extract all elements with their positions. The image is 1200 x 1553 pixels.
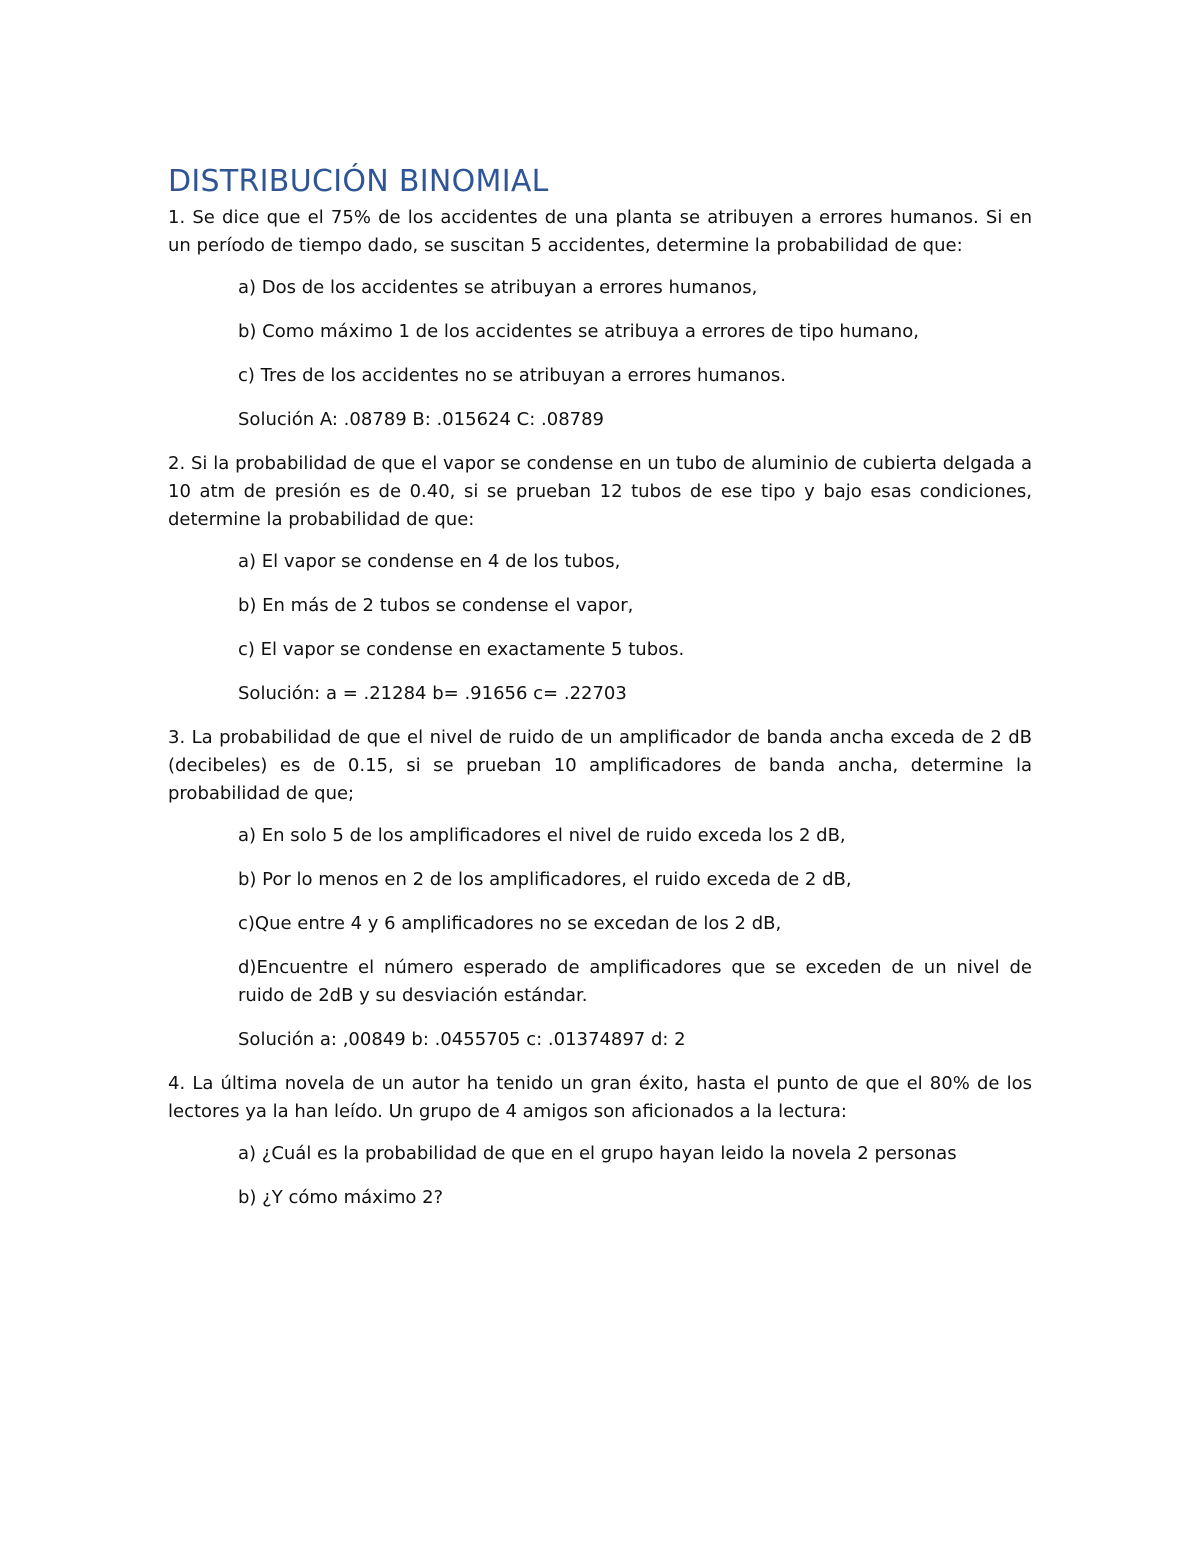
solution-text: Solución A: .08789 B: .015624 C: .08789 bbox=[238, 409, 605, 430]
solution-text: Solución: a = .21284 b= .91656 c= .22703 bbox=[238, 683, 627, 704]
solution-text: Solución a: ,00849 b: .0455705 c: .01374897 d: 2 bbox=[238, 1029, 686, 1050]
question-text: 1. Se dice que el 75% de los accidentes de una planta se atribuyen a errores humanos. Si en un período de tiempo dado, se suscitan 5 accidentes, determine la probabilidad de que: bbox=[168, 207, 1032, 256]
question-block bbox=[168, 204, 1032, 434]
question-item: a) ¿Cuál es la probabilidad de que en el grupo hayan leido la novela 2 personas bbox=[238, 1143, 957, 1164]
question-item: b) ¿Y cómo máximo 2? bbox=[238, 1187, 444, 1208]
question-text: 3. La probabilidad de que el nivel de ruido de un amplificador de banda ancha exceda de 2 dB (decibeles) es de 0.15, si se prueban 10 amplificadores de banda ancha, determine la probabilidad de que; bbox=[168, 727, 1032, 804]
question-text: 2. Si la probabilidad de que el vapor se condense en un tubo de aluminio de cubierta delgada a 10 atm de presión es de 0.40, si se prueban 12 tubos de ese tipo y bajo esas condiciones, determine la probabilidad de que: bbox=[168, 453, 1032, 530]
question-item: c) El vapor se condense en exactamente 5 tubos. bbox=[238, 639, 685, 660]
question-item: b) Por lo menos en 2 de los amplificadores, el ruido exceda de 2 dB, bbox=[238, 869, 852, 890]
question-block bbox=[168, 450, 1032, 708]
question-item: b) En más de 2 tubos se condense el vapor, bbox=[238, 595, 634, 616]
question-item: c) Tres de los accidentes no se atribuyan a errores humanos. bbox=[238, 365, 786, 386]
document-content bbox=[168, 160, 1032, 1228]
page-title: DISTRIBUCIÓN BINOMIAL bbox=[168, 164, 549, 199]
question-item: d)Encuentre el número esperado de amplificadores que se exceden de un nivel de ruido de 2dB y su desviación estándar. bbox=[238, 957, 1032, 1006]
question-block bbox=[168, 724, 1032, 1054]
question-item: a) Dos de los accidentes se atribuyan a errores humanos, bbox=[238, 277, 758, 298]
question-item: c)Que entre 4 y 6 amplificadores no se excedan de los 2 dB, bbox=[238, 913, 782, 934]
question-text: 4. La última novela de un autor ha tenido un gran éxito, hasta el punto de que el 80% de los lectores ya la han leído. Un grupo de 4 amigos son aficionados a la lectura: bbox=[168, 1073, 1032, 1122]
question-item: b) Como máximo 1 de los accidentes se atribuya a errores de tipo humano, bbox=[238, 321, 919, 342]
question-item: a) El vapor se condense en 4 de los tubos, bbox=[238, 551, 621, 572]
question-item: a) En solo 5 de los amplificadores el nivel de ruido exceda los 2 dB, bbox=[238, 825, 846, 846]
question-block bbox=[168, 1070, 1032, 1212]
